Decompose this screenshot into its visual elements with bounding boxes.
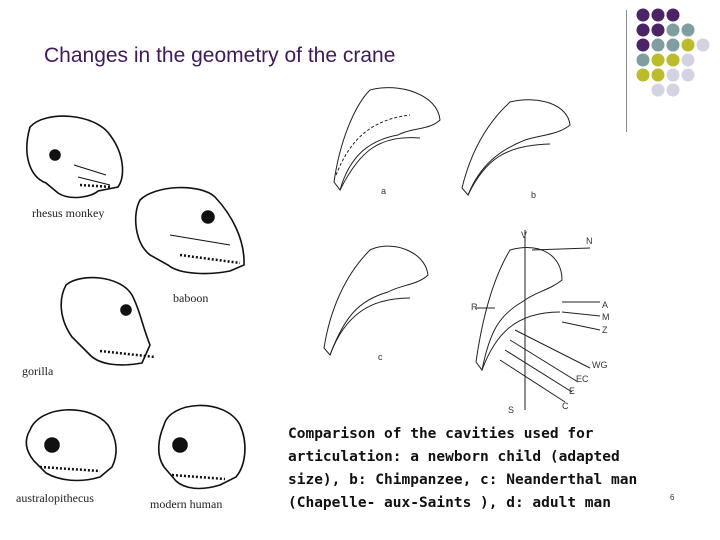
label-panel-a: a — [381, 186, 387, 196]
decor-dot — [652, 84, 665, 97]
decor-dot — [652, 24, 665, 37]
slide-title: Changes in the geometry of the crane — [44, 44, 396, 67]
decor-divider-line — [626, 10, 627, 132]
label-australopithecus: australopithecus — [16, 491, 94, 505]
figure-caption — [288, 423, 718, 515]
decor-dot — [637, 9, 650, 22]
label-baboon: baboon — [173, 291, 209, 305]
decor-dot — [637, 69, 650, 82]
caption-line-2: articulation: a newborn child (adapted — [288, 449, 620, 465]
label-EC: EC — [576, 374, 589, 384]
decor-dot — [667, 69, 680, 82]
label-modern-human: modern human — [150, 497, 223, 511]
label-E: E — [569, 386, 576, 396]
decor-dot — [637, 39, 650, 52]
primate-skulls-figure — [0, 105, 290, 525]
baboon-skull-drawing — [136, 188, 244, 274]
label-panel-b: b — [531, 190, 537, 200]
label-S: S — [508, 405, 515, 415]
decor-dot — [652, 9, 665, 22]
decor-dot — [667, 84, 680, 97]
decor-dot — [682, 54, 695, 67]
label-gorilla: gorilla — [22, 364, 54, 378]
decor-dot — [682, 24, 695, 37]
label-V: V — [521, 230, 528, 240]
label-A: A — [602, 300, 609, 310]
cavity-comparison-figure — [300, 80, 620, 420]
australopithecus-skull-drawing — [26, 410, 116, 481]
label-N: N — [586, 236, 593, 246]
label-rhesus-monkey: rhesus monkey — [32, 206, 105, 220]
decor-dot — [697, 39, 710, 52]
decor-dot — [652, 69, 665, 82]
label-C: C — [562, 401, 569, 411]
modern-human-skull-drawing — [159, 405, 245, 488]
decor-dot — [637, 54, 650, 67]
decor-dot — [652, 54, 665, 67]
decor-dot — [667, 9, 680, 22]
caption-line-1: Comparison of the cavities used for — [288, 426, 594, 442]
decor-dot — [682, 69, 695, 82]
label-R: R — [471, 302, 478, 312]
decor-dot — [637, 24, 650, 37]
label-Z: Z — [602, 325, 608, 335]
caption-line-4: (Chapelle- aux-Saints ), d: adult man — [288, 495, 612, 511]
rhesus-skull-drawing — [27, 116, 123, 197]
decor-dot — [652, 39, 665, 52]
caption-line-3: size), b: Chimpanzee, c: Neanderthal man — [288, 472, 638, 488]
decor-dot — [667, 24, 680, 37]
decor-dot — [682, 39, 695, 52]
page-number: 6 — [670, 493, 675, 502]
gorilla-skull-drawing — [61, 278, 155, 365]
label-M: M — [602, 312, 610, 322]
label-WG: WG — [592, 360, 608, 370]
label-panel-c: c — [378, 352, 383, 362]
decor-dot — [667, 54, 680, 67]
decor-dot — [667, 39, 680, 52]
decor-dot-grid — [636, 8, 720, 134]
